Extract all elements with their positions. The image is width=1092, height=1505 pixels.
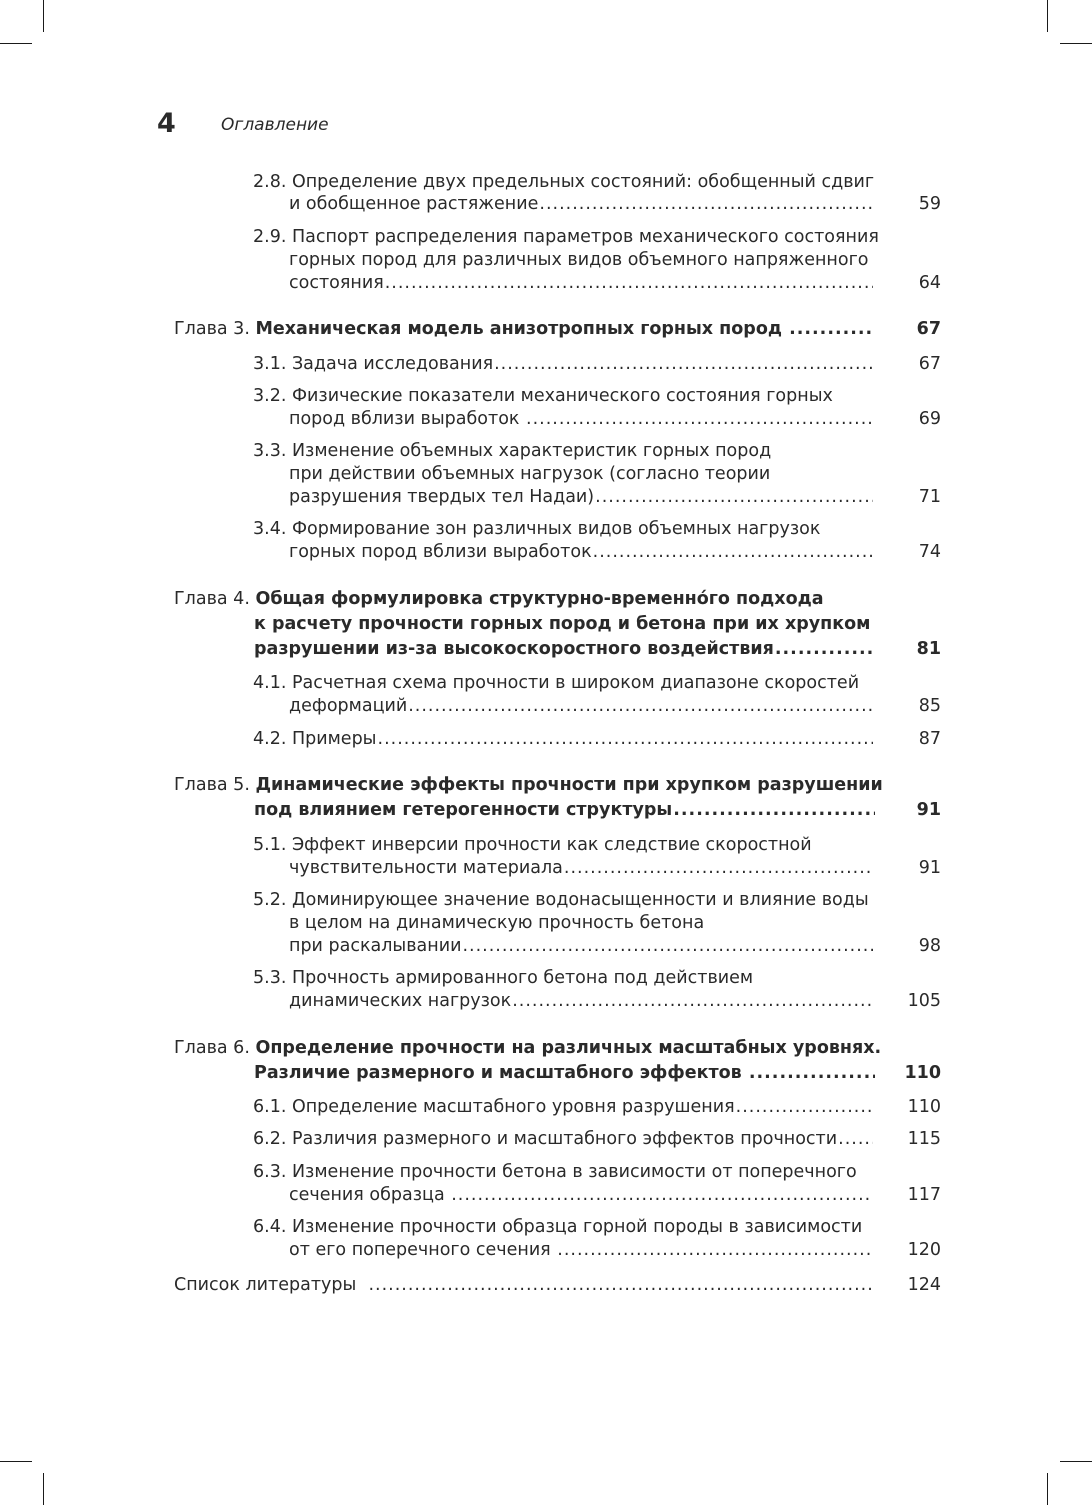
toc-entry-2-9-page: 64	[918, 273, 941, 293]
chapter-prefix: Глава 5.	[174, 775, 256, 795]
crop-mark	[1047, 1473, 1048, 1505]
toc-entry-6-3-line2: сечения образца .....	[289, 1183, 873, 1207]
toc-chapter-3-page: 67	[916, 319, 941, 339]
toc-chapter-6-page: 110	[904, 1063, 941, 1083]
toc-entry-2-8-line2: и обобщенное растяжение .....	[289, 192, 873, 216]
toc-chapter-4-line3: разрушении из-за высокоскоростного воздействия .....	[254, 637, 875, 661]
toc-entry-5-3-line1: 5.3. Прочность армированного бетона под действием	[253, 968, 754, 988]
toc-entry-2-8-page: 59	[918, 194, 941, 214]
toc-chapter-6-line2: Различие размерного и масштабного эффектов .....	[254, 1061, 875, 1085]
toc-entry-3-3-line2: при действии объемных нагрузок (согласно теории	[289, 464, 771, 484]
crop-mark	[43, 0, 44, 32]
toc-entry-5-2-line1: 5.2. Доминирующее значение водонасыщенности и влияние воды	[253, 890, 869, 910]
toc-entry-3-3-line1: 3.3. Изменение объемных характеристик горных пород	[253, 441, 772, 461]
toc-entry-3-2-line2: пород вблизи выработок .....	[289, 407, 873, 431]
crop-mark	[1060, 1461, 1092, 1462]
crop-mark	[1060, 43, 1092, 44]
chapter-title: Динамические эффекты прочности при хрупком разрушении	[255, 775, 883, 795]
toc-entry-5-1-line2: чувствительности материала .....	[289, 856, 873, 880]
chapter-title: Общая формулировка структурно-временно́го подхода	[255, 589, 824, 609]
crop-mark	[1047, 0, 1048, 32]
chapter-prefix: Глава 4.	[174, 589, 256, 609]
toc-chapter-6-line1	[174, 1036, 881, 1060]
toc-entry-3-4-line1: 3.4. Формирование зон различных видов объемных нагрузок	[253, 519, 821, 539]
toc-chapter-3	[174, 317, 875, 341]
toc-chapter-5-page: 91	[916, 800, 941, 820]
toc-entry-6-2-page: 115	[907, 1129, 941, 1149]
toc-entry-6-4-line1: 6.4. Изменение прочности образца горной породы в зависимости	[253, 1217, 863, 1237]
chapter-title: Определение прочности на различных масштабных уровнях.	[255, 1038, 882, 1058]
toc-entry-4-1-line1: 4.1. Расчетная схема прочности в широком диапазоне скоростей	[253, 673, 860, 693]
toc-entry-3-1-page: 67	[918, 354, 941, 374]
toc-entry-4-1-line2: деформаций .....	[289, 694, 873, 718]
toc-entry-4-2: 4.2. Примеры .....	[253, 727, 873, 751]
running-title: Оглавление	[221, 115, 329, 135]
page-number: 4	[157, 108, 176, 139]
toc-entry-5-2-page: 98	[918, 936, 941, 956]
toc-entry-6-1-page: 110	[907, 1097, 941, 1117]
toc-entry-3-1: 3.1. Задача исследования .....	[253, 352, 873, 376]
chapter-title: Механическая модель анизотропных горных пород	[255, 319, 789, 339]
toc-chapter-5-line1	[174, 773, 883, 797]
toc-entry-2-9-line2: горных пород для различных видов объемного напряженного	[289, 250, 869, 270]
toc-references: Список литературы .....	[174, 1273, 873, 1297]
toc-entry-6-2: 6.2. Различия размерного и масштабного эффектов прочности .....	[253, 1127, 873, 1151]
toc-entry-3-2-page: 69	[918, 409, 941, 429]
toc-entry-6-4-line2: от его поперечного сечения .....	[289, 1238, 873, 1262]
toc-entry-5-2-line3: при раскалывании .....	[289, 934, 873, 958]
toc-entry-3-4-line2: горных пород вблизи выработок .....	[289, 540, 873, 564]
toc-entry-5-3-line2: динамических нагрузок .....	[289, 989, 873, 1013]
toc-entry-5-1-line1: 5.1. Эффект инверсии прочности как следствие скоростной	[253, 835, 812, 855]
toc-entry-3-4-page: 74	[918, 542, 941, 562]
toc-entry-2-8-line1: 2.8. Определение двух предельных состояний: обобщенный сдвиг	[253, 172, 875, 192]
chapter-prefix: Глава 6.	[174, 1038, 256, 1058]
crop-mark	[43, 1473, 44, 1505]
chapter-prefix: Глава 3.	[174, 319, 256, 339]
toc-entry-5-2-line2: в целом на динамическую прочность бетона	[289, 913, 705, 933]
toc-entry-6-3-line1: 6.3. Изменение прочности бетона в зависимости от поперечного	[253, 1162, 857, 1182]
toc-entry-6-3-page: 117	[907, 1185, 941, 1205]
toc-chapter-4-line2: к расчету прочности горных пород и бетона при их хрупком	[254, 614, 871, 634]
toc-entry-5-3-page: 105	[907, 991, 941, 1011]
crop-mark	[0, 1461, 32, 1462]
toc-entry-4-1-page: 85	[918, 696, 941, 716]
toc-entry-2-9-line3: состояния .....	[289, 271, 873, 295]
toc-chapter-4-line1	[174, 587, 824, 611]
toc-entry-3-2-line1: 3.2. Физические показатели механического состояния горных	[253, 386, 833, 406]
toc-entry-2-9-line1: 2.9. Паспорт распределения параметров механического состояния	[253, 227, 879, 247]
toc-entry-6-1: 6.1. Определение масштабного уровня разрушения .....	[253, 1095, 873, 1119]
toc-references-page: 124	[907, 1275, 941, 1295]
toc-entry-5-1-page: 91	[918, 858, 941, 878]
toc-chapter-5-line2: под влиянием гетерогенности структуры .....	[254, 798, 875, 822]
crop-mark	[0, 43, 32, 44]
toc-entry-3-3-line3: разрушения твердых тел Надаи) .....	[289, 485, 873, 509]
toc-entry-4-2-page: 87	[918, 729, 941, 749]
toc-chapter-4-page: 81	[916, 639, 941, 659]
toc-entry-3-3-page: 71	[918, 487, 941, 507]
toc-entry-6-4-page: 120	[907, 1240, 941, 1260]
